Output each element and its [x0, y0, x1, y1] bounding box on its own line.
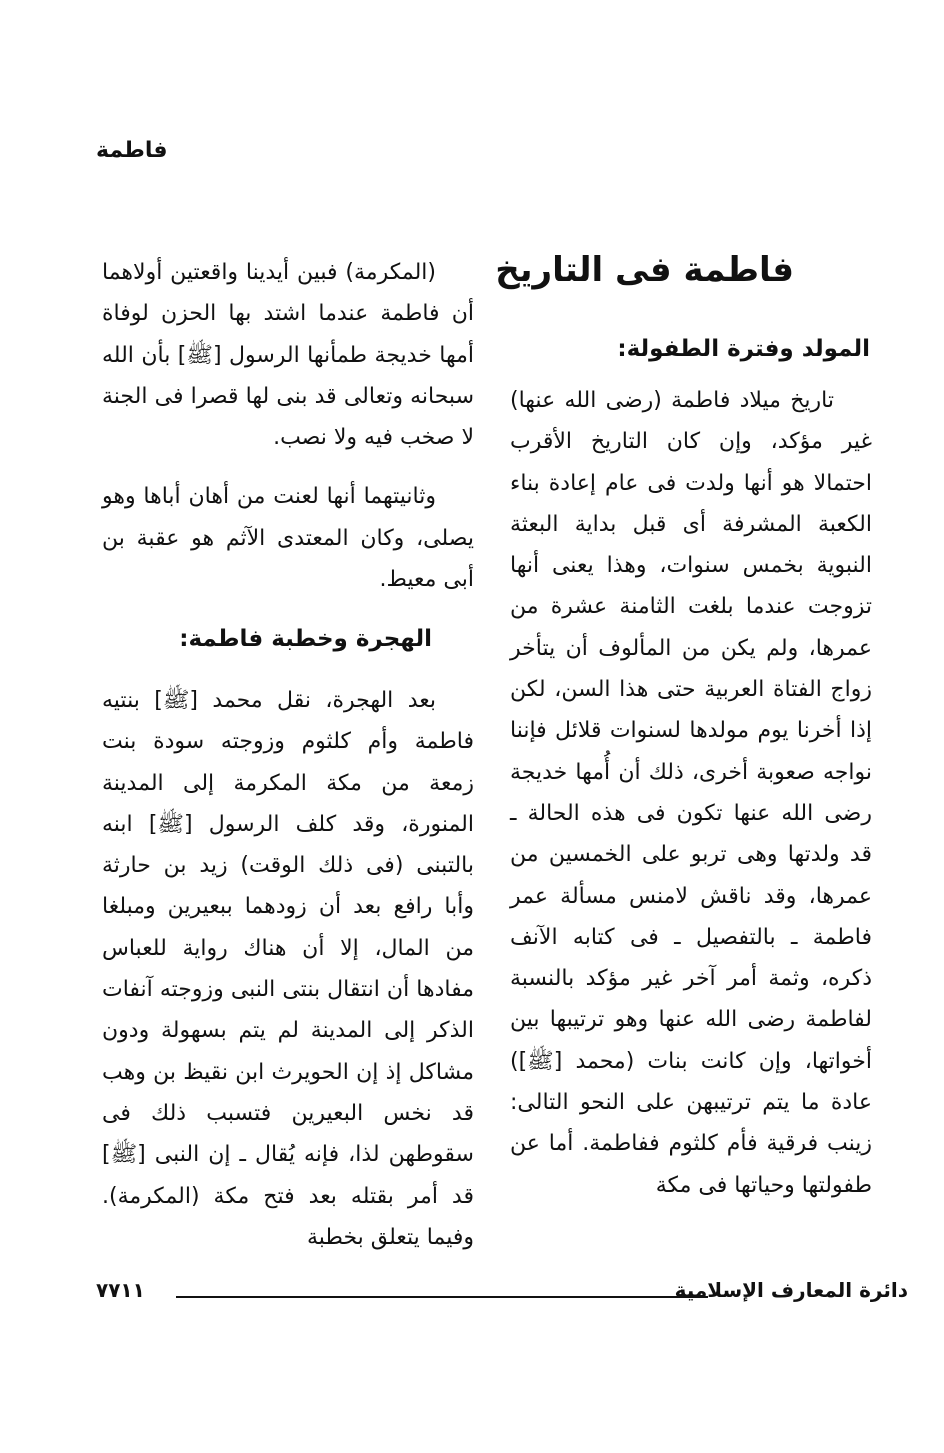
- publication-title: دائرة المعارف الإسلامية: [674, 1278, 908, 1302]
- paragraph-curse: وثانيتهما أنها لعنت من أهان أباها وهو يصلى، وكان المعتدى الآثم هو عقبة بن أبى معيط.: [102, 484, 474, 593]
- running-header: فاطمة: [96, 138, 168, 163]
- left-column-bottom: [102, 680, 474, 1258]
- footer-divider: [176, 1296, 708, 1298]
- paragraph-hijra: بعد الهجرة، نقل محمد [ﷺ] بنتيه فاطمة وأم كلثوم وزوجته سودة بنت زمعة من مكة المكرمة إلى المدينة المنورة، وقد كلف الرسول [ﷺ] ابنه بالتبنى (فى ذلك الوقت) زيد بن حارثة وأبا رافع بعد أن زودهما ببعيرين ومبلغا من المال، إلا أن هناك رواية للعباس مفادها أن انتقال بنتى النبى وزوجته آنفات الذكر إلى المدينة لم يتم بسهولة ودون مشاكل إذ إن الحويرث ابن نقيظ بن وهب قد نخس البعيرين فتسبب ذلك فى سقوطهن لذا، فإنه يُقال ـ إن النبى [ﷺ] قد أمر بقتله بعد فتح مكة (المكرمة). وفيما يتعلق بخطبة: [102, 688, 474, 1250]
- page-number: ٧٧١١: [96, 1278, 145, 1302]
- article-title: فاطمة فى التاريخ: [495, 250, 794, 290]
- paragraph-mecca-events: (المكرمة) فبين أيدينا واقعتين أولاهما أن فاطمة عندما اشتد بها الحزن لوفاة أمها خديجة طمأنها الرسول [ﷺ] بأن الله سبحانه وتعالى قد بنى لها قصرا فى الجنة لا صخب فيه ولا نصب.: [102, 260, 474, 451]
- section-heading-birth: المولد وفترة الطفولة:: [617, 336, 870, 362]
- page-footer: [96, 1278, 908, 1308]
- right-column: [510, 380, 872, 1206]
- left-column-top: [102, 252, 474, 600]
- section-heading-hijra: الهجرة وخطبة فاطمة:: [179, 626, 432, 652]
- paragraph-birth: تاريخ ميلاد فاطمة (رضى الله عنها) غير مؤكد، وإن كان التاريخ الأقرب احتمالا هو أنها ولدت فى عام إعادة بناء الكعبة المشرفة أى قبل بداية البعثة النبوية بخمس سنوات، وهذا يعنى أنها تزوجت عندما بلغت الثامنة عشرة من عمرها، ولم يكن من المألوف أن يتأخر زواج الفتاة العربية حتى هذا السن، لكن إذا أخرنا يوم مولدها لسنوات قلائل فإننا نواجه صعوبة أخرى، ذلك أن أُمها خديجة رضى الله عنها تكون فى هذه الحالة ـ قد ولدتها وهى تربو على الخمسين من عمرها، وقد ناقش لامنس مسألة عمر فاطمة ـ بالتفصيل ـ فى كتابه الآنف ذكره، وثمة أمر آخر غير مؤكد بالنسبة لفاطمة رضى الله عنها وهو ترتيبها بين أخواتها، وإن كانت بنات (محمد [ﷺ]) عادة ما يتم ترتيبهن على النحو التالى: زينب فرقية فأم كلثوم ففاطمة. أما عن طفولتها وحياتها فى مكة: [510, 388, 872, 1198]
